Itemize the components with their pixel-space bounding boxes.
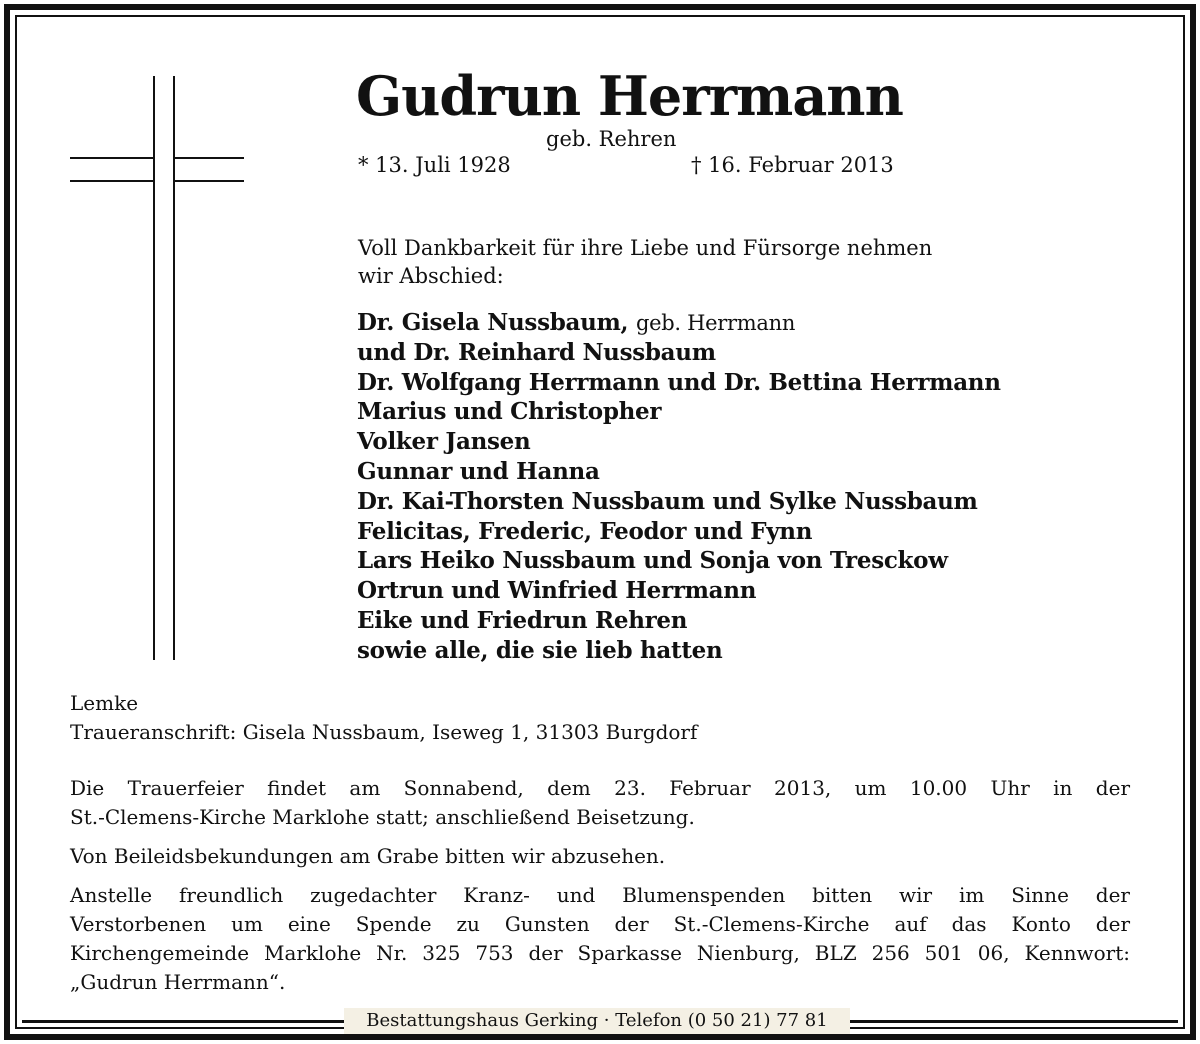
donation-line: Anstelle freundlich zugedachter Kranz- und Blumenspenden bitten wir im Sinne der	[70, 883, 1130, 907]
mourners-list	[357, 308, 1001, 666]
farewell-intro-line: Voll Dankbarkeit für ihre Liebe und Fürsorge nehmen	[358, 236, 933, 260]
mourner-line: Ortrun und Winfried Herrmann	[357, 577, 757, 605]
condolences-paragraph	[70, 842, 1130, 871]
address-block	[70, 689, 697, 747]
mourner-line: Eike und Friedrun Rehren	[357, 606, 688, 634]
birth-date: * 13. Juli 1928	[358, 153, 511, 177]
mourner-line: sowie alle, die sie lieb hatten	[357, 636, 723, 664]
donation-line: Verstorbenen um eine Spende zu Gunsten der St.-Clemens-Kirche auf das Konto der	[70, 912, 1130, 936]
mourner-maiden-name: geb. Herrmann	[636, 311, 796, 335]
ceremony-line: St.-Clemens-Kirche Marklohe statt; anschließend Beisetzung.	[70, 805, 695, 829]
death-date: † 16. Februar 2013	[691, 153, 894, 177]
mourner-line	[357, 308, 1001, 338]
funeral-home-footer: Bestattungshaus Gerking · Telefon (0 50 21) 77 81	[344, 1008, 850, 1034]
maiden-name: geb. Rehren	[546, 127, 677, 151]
mourner-line: Gunnar und Hanna	[357, 457, 600, 485]
mourning-address: Traueranschrift: Gisela Nussbaum, Iseweg 1, 31303 Burgdorf	[70, 720, 698, 744]
donation-line: Kirchengemeinde Marklohe Nr. 325 753 der Sparkasse Nienburg, BLZ 256 501 06, Kennwort:	[70, 941, 1130, 965]
donation-paragraph	[70, 881, 1130, 997]
cross-vertical-right	[173, 76, 175, 660]
mourner-name: Dr. Gisela Nussbaum,	[357, 309, 629, 336]
mourner-line: und Dr. Reinhard Nussbaum	[357, 338, 716, 366]
cross-center-gap	[155, 157, 173, 182]
mourner-line: Felicitas, Frederic, Feodor und Fynn	[357, 517, 813, 545]
deceased-name: Gudrun Herrmann	[356, 64, 903, 128]
mourner-line: Dr. Wolfgang Herrmann und Dr. Bettina Herrmann	[357, 368, 1001, 396]
mourner-line: Lars Heiko Nussbaum und Sonja von Tresckow	[357, 547, 948, 575]
mourner-line: Volker Jansen	[357, 428, 531, 456]
mourner-line: Marius und Christopher	[357, 398, 662, 426]
condolences-line: Von Beileidsbekundungen am Grabe bitten wir abzusehen.	[70, 844, 666, 868]
donation-line: „Gudrun Herrmann“.	[70, 970, 286, 994]
ceremony-line: Die Trauerfeier findet am Sonnabend, dem 23. Februar 2013, um 10.00 Uhr in der	[70, 776, 1130, 800]
farewell-intro-line: wir Abschied:	[358, 264, 504, 288]
mourner-line: Dr. Kai-Thorsten Nussbaum und Sylke Nussbaum	[357, 487, 978, 515]
ceremony-paragraph	[70, 774, 1130, 832]
place: Lemke	[70, 691, 139, 715]
farewell-intro	[358, 234, 932, 290]
